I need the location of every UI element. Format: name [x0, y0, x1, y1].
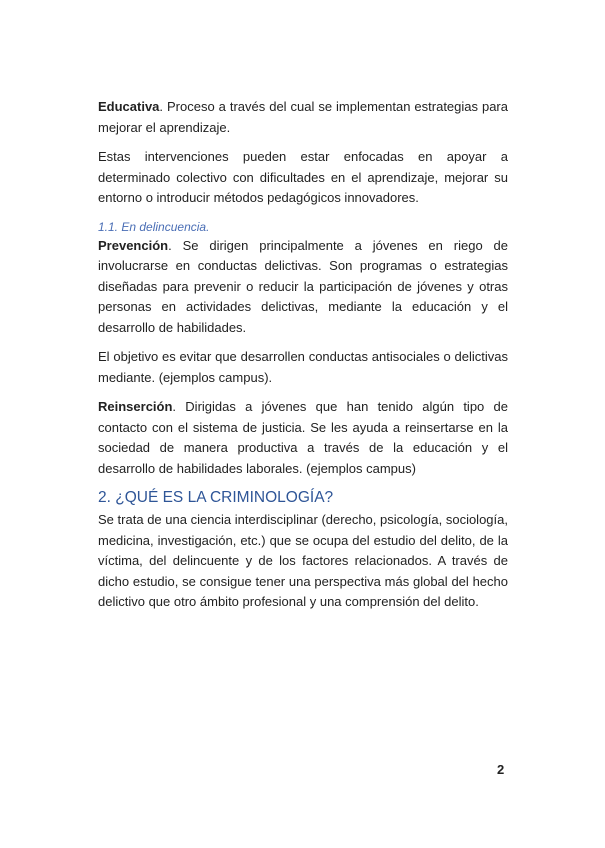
section-heading-2: 2. ¿QUÉ ES LA CRIMINOLOGÍA? [98, 489, 334, 506]
term-educativa: Educativa [98, 99, 160, 114]
paragraph-intervenciones: Estas intervenciones pueden estar enfocadas en apoyar a determinado colectivo con dificultades en el aprendizaje, mejorar su entorno o introducir métodos pedagógicos innovadores. [98, 149, 508, 205]
reinsercion-definition: . Dirigidas a jóvenes que han tenido algún tipo de contacto con el sistema de justicia. Se les ayuda a reinsertarse en la sociedad de manera productiva a través de la educación y el desarrollo de habilidades laborales. (ejemplos campus) [98, 399, 508, 476]
paragraph-criminologia: Se trata de una ciencia interdisciplinar (derecho, psicología, sociología, medicina, investigación, etc.) que se ocupa del estudio del delito, de la víctima, del delincuente y de los factores relacionados. A través de dicho estudio, se consigue tener una perspectiva más global del hecho delictivo que otro ámbito profesional y una comprensión del delito. [98, 512, 508, 609]
paragraph-reinsercion [98, 397, 508, 479]
prevencion-definition: . Se dirigen principalmente a jóvenes en riego de involucrarse en conductas delictivas. Son programas o estrategias diseñadas para prevenir o reducir la participación de jóvenes y otras personas en actividades delictivas, mediante la educación y el desarrollo de habilidades. [98, 237, 508, 335]
page-number: 2 [497, 762, 505, 777]
page-body [98, 97, 508, 613]
educativa-definition: . Proceso a través del cual se implementan estrategias para mejorar el aprendizaje. [98, 99, 508, 135]
paragraph-prevencion [98, 236, 508, 339]
term-reinsercion: Reinserción [98, 399, 173, 414]
paragraph-objetivo: El objetivo es evitar que desarrollen conductas antisociales o delictivas mediante. (ejemplos campus). [98, 349, 508, 385]
term-prevencion: Prevención [98, 237, 169, 253]
subsection-heading-1-1: 1.1. En delincuencia. [98, 219, 210, 234]
paragraph-educativa [98, 97, 508, 138]
